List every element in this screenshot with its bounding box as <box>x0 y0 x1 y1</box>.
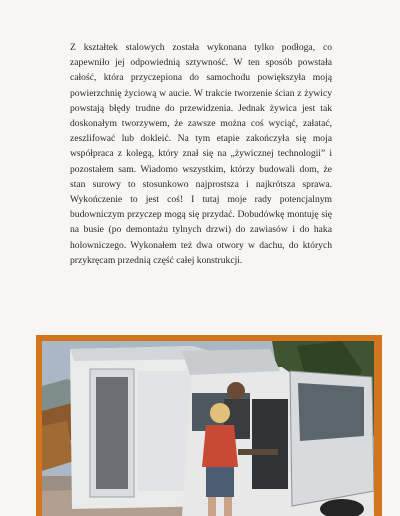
paragraph: Z kształtek stalowych została wykonana tylko podłoga, co zapewniło jej odpowiednią sztywność. W ten sposób powstała całość, która przyczepiona do samochodu powiększyła moją powierzchnię życiową w aucie. W trakcie tworzenie ścian z żywicy powstają błędy trudne do przewidzenia. Jednak żywica jest tak doskonałym tworzywem, że zawsze można coś wyciąć, załatać, zeszlifować lub dokleić. Na tym etapie zakończyła się moja współpraca z kolegą, który znał się na „żywicznej technologii” i pozostałem sam. Wiadomo wszystkim, którzy budowali dom, że stan surowy to stosunkowo najprostsza i najkrótsza sprawa. Wykończenie to jest coś! I tutaj moje rady potencjalnym budowniczym przyczep mogą się przydać. Dobudówkę montuję się na busie (po demontażu tylnych drzwi) do zawiasów i do haka holowniczego. Wykonałem też dwa otwory w dachu, do których przykręcam przednią część całej konstrukcji. <box>70 42 332 266</box>
photo-frame <box>36 335 382 516</box>
body-text <box>70 40 332 268</box>
camper-photo <box>42 341 374 516</box>
camper-photo-illustration <box>42 341 374 516</box>
